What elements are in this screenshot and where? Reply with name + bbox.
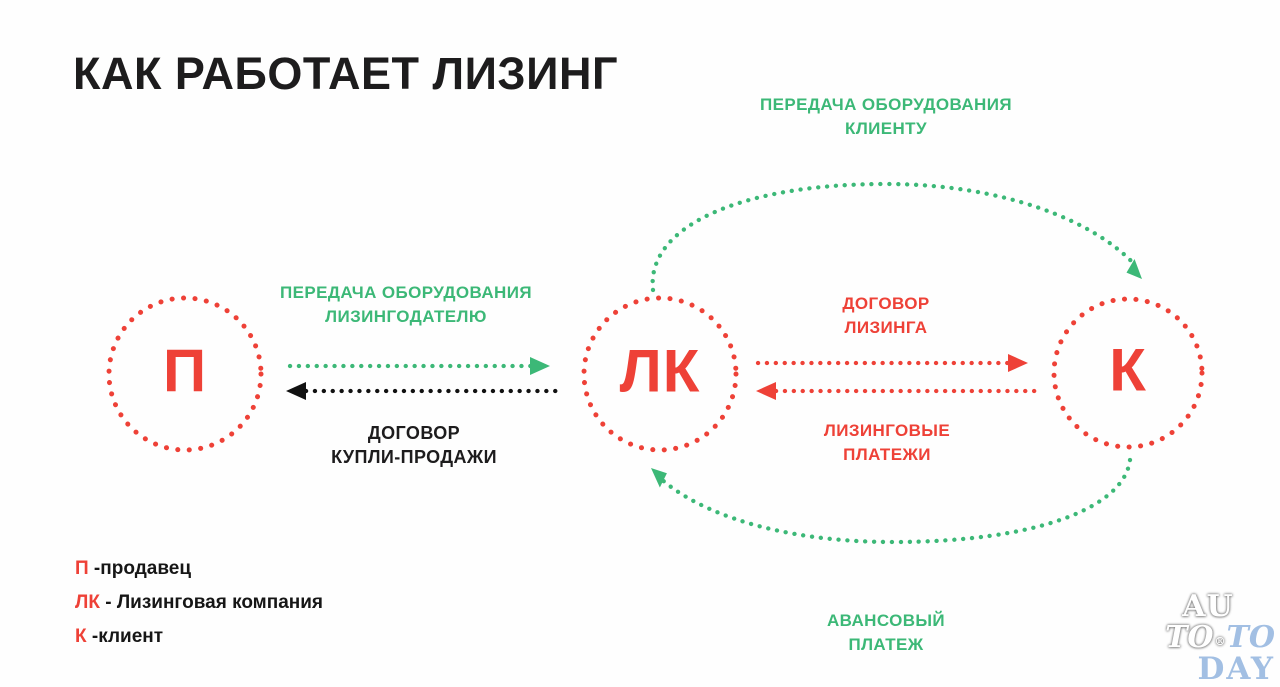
legend-key-client: К [75, 626, 87, 647]
transfer-to-client-label-line1: ПЕРЕДАЧА ОБОРУДОВАНИЯ [760, 95, 1012, 114]
advance-payment-arrowhead-icon [646, 463, 671, 488]
legend-key-leasing-company: ЛК [75, 592, 100, 613]
watermark-registered-icon: ® [1214, 635, 1226, 649]
leasing-company-node-label: ЛК [619, 337, 701, 405]
legend-desc-seller: -продавец [88, 558, 192, 579]
legend-item-leasing-company [75, 586, 323, 620]
watermark-line2 [1163, 620, 1275, 656]
advance-payment-arc [660, 460, 1130, 542]
legend-key-seller: П [75, 558, 89, 579]
transfer-to-client-label [760, 93, 1012, 141]
purchase-contract-label-line1: ДОГОВОР [367, 423, 461, 443]
legend-desc-leasing-company: - Лизинговая компания [99, 592, 324, 613]
legend-item-seller [75, 552, 323, 586]
transfer-to-lessor-label-line2: ЛИЗИНГОДАТЕЛЮ [325, 307, 487, 326]
watermark-line3 [1163, 651, 1275, 687]
legend-desc-client: -клиент [86, 626, 164, 647]
purchase-contract-arrowhead-icon [286, 382, 306, 400]
leasing-payments-arrowhead-icon [756, 382, 776, 400]
advance-payment-label-line1: АВАНСОВЫЙ [826, 611, 946, 630]
leasing-contract-label-line2: ЛИЗИНГА [844, 318, 928, 337]
watermark-au-text: AU [1182, 589, 1234, 625]
watermark-to-white-text: TO [1165, 620, 1214, 656]
watermark-day-text: DAY [1197, 651, 1275, 687]
client-node-label: К [1109, 336, 1147, 404]
transfer-to-client-label-line2: КЛИЕНТУ [845, 119, 927, 138]
page-title: КАК РАБОТАЕТ ЛИЗИНГ [73, 48, 618, 100]
transfer-to-lessor-label-line1: ПЕРЕДАЧА ОБОРУДОВАНИЯ [280, 283, 532, 302]
leasing-payments-label-line2: ПЛАТЕЖИ [843, 445, 931, 464]
watermark-line1 [1163, 589, 1275, 625]
leasing-contract-arrowhead-icon [1008, 354, 1028, 372]
legend [75, 552, 323, 654]
transfer-to-client-arrowhead-icon [1123, 259, 1147, 284]
watermark-logo [1163, 589, 1275, 687]
purchase-contract-label-line2: КУПЛИ-ПРОДАЖИ [331, 447, 497, 467]
seller-node-label: П [162, 337, 208, 405]
purchase-contract-label [331, 421, 497, 469]
watermark-to-blue-text: TO [1226, 620, 1275, 656]
transfer-to-lessor-arrowhead-icon [530, 357, 550, 375]
transfer-to-client-arc [653, 184, 1136, 290]
transfer-to-lessor-label [280, 281, 532, 329]
legend-item-client [75, 620, 323, 654]
leasing-payments-label [824, 419, 950, 467]
leasing-contract-label [842, 292, 929, 340]
leasing-payments-label-line1: ЛИЗИНГОВЫЕ [823, 421, 951, 440]
leasing-contract-label-line1: ДОГОВОР [842, 294, 930, 313]
advance-payment-label [827, 609, 945, 657]
advance-payment-label-line2: ПЛАТЕЖ [848, 635, 924, 654]
